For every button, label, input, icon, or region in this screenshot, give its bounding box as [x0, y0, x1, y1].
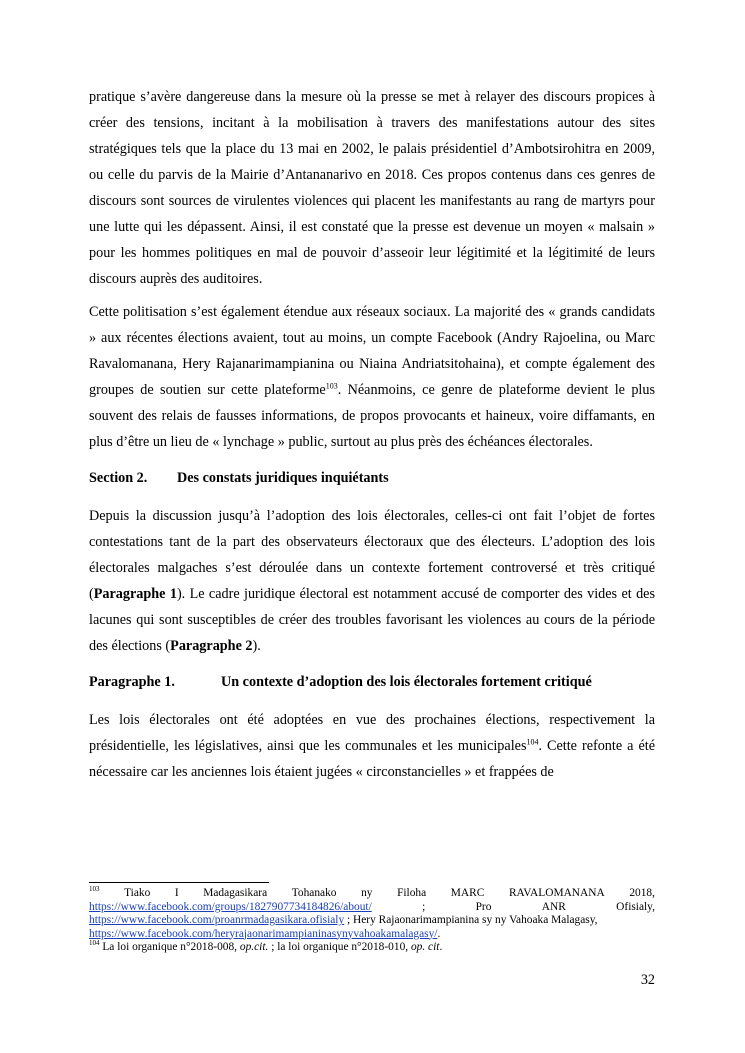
- paragraph-presse: pratique s’avère dangereuse dans la mesure où la presse se met à relayer des discours propices à créer des tensions, incitant à la mobilisation à travers des manifestations autour des sites stratégiques tels que la place du 13 mai en 2002, le palais présidentiel d’Ambotsirohitra en 2009, ou celle du parvis de la Mairie d’Antananarivo en 2018. Ces propos contenus dans ces genres de discours sont sources de virulentes violences qui placent les manifestants au rang de martyrs pour une lutte qui les dépassent. Ainsi, il est constaté que la presse est devenue un moyen « malsain » pour les hommes politiques en mal de pouvoir d’asseoir leur légitimité et la légitimité de leurs discours auprès des auditoires.: [89, 89, 655, 287]
- paragraph-reseaux-sociaux: [89, 299, 655, 455]
- footnote-word: MARC: [450, 887, 485, 899]
- page-body: [89, 84, 655, 785]
- footnote-word: RAVALOMANANA: [508, 887, 605, 899]
- footnote-ref-103[interactable]: 103: [325, 381, 338, 391]
- footnote-word: 2018,: [629, 887, 655, 899]
- footnote-103-line-4: [89, 928, 655, 942]
- paragraph-text: . Néanmoins, ce genre de plateforme devient le plus souvent des relais de fausses informations, de propos provocants et haineux, voire diffamants, en plus d’être un lieu de « lynchage » public, surtout au plus près des échéances électorales.: [89, 382, 655, 450]
- paragraph-lois-electorales: [89, 707, 655, 785]
- paragraph-constats: [89, 503, 655, 659]
- footnote-word: Tohanako: [291, 887, 337, 899]
- footnotes: [89, 887, 655, 955]
- footnote-text: .: [439, 941, 443, 953]
- paragraph-text: ). Le cadre juridique électoral est notamment accusé de comporter des vides et des lacunes qui sont susceptibles de créer des troubles favorisant les violences au cours de la période des élections (: [89, 586, 655, 654]
- footnote-word: ANR: [541, 900, 566, 913]
- paragraph-text: ).: [252, 638, 261, 654]
- footnote-link-hery[interactable]: https://www.facebook.com/heryrajaonarimampianinasynyvahoakamalagasy/: [89, 927, 438, 940]
- footnote-word: Filoha: [397, 887, 427, 899]
- subsection-title: Un contexte d’adoption des lois électorales fortement critiqué: [221, 674, 592, 690]
- footnote-ref-104[interactable]: 104: [526, 737, 539, 747]
- footnote-word: Pro: [475, 900, 492, 913]
- paragraph-text: Les lois électorales ont été adoptées en vue des prochaines élections, respectivement la présidentielle, les législatives, ainsi que les communales et les municipales: [89, 712, 655, 754]
- footnote-number: 103: [89, 885, 100, 894]
- subsection-heading: [89, 671, 655, 693]
- footnote-italic: op.cit.: [239, 941, 269, 953]
- footnote-link-groups[interactable]: https://www.facebook.com/groups/1827907734184826/about/: [89, 900, 372, 913]
- footnote-separator: [89, 882, 269, 883]
- footnote-word: ny: [361, 887, 373, 899]
- footnote-text: .: [437, 927, 441, 940]
- footnote-italic: op. cit: [410, 941, 440, 953]
- paragraph-text: Cette politisation s’est également étendue aux réseaux sociaux. La majorité des « grands candidats » aux récentes élections avaient, tout au moins, un compte Facebook (Andry Rajoelina, ou Marc Ravalomanana, Hery Rajanarimampianina ou Niaina Andriatsitohaina), et compte également des groupes de soutien sur cette plateforme: [89, 304, 655, 398]
- footnote-text: La loi organique n°2018-008,: [99, 941, 240, 953]
- footnote-word: Madagasikara: [203, 887, 268, 899]
- bold-ref-paragraphe-1: Paragraphe 1: [93, 586, 177, 602]
- paragraph-text: . Cette refonte a été nécessaire car les anciennes lois étaient jugées « circonstancielles » et frappées de: [89, 738, 655, 780]
- footnote-103-line-3: [89, 914, 655, 928]
- footnote-link-proanr[interactable]: https://www.facebook.com/proanrmadagasikara.ofisialy: [89, 914, 345, 926]
- section-number: Section 2.: [89, 470, 148, 486]
- footnote-word: Tiako: [124, 887, 151, 899]
- footnote-text: ; Hery Rajaonarimampianina sy ny Vahoaka Malagasy,: [344, 914, 598, 926]
- section-heading: [89, 467, 655, 489]
- footnote-103-line-2: [89, 901, 655, 915]
- footnote-word: ;: [422, 900, 426, 913]
- section-title: Des constats juridiques inquiétants: [177, 470, 389, 486]
- footnote-word: Ofisialy,: [616, 900, 655, 913]
- footnote-word: I: [174, 887, 179, 899]
- footnote-text: ; la loi organique n°2018-010,: [268, 941, 411, 953]
- paragraph-text: Depuis la discussion jusqu’à l’adoption des lois électorales, celles-ci ont fait l’objet de fortes contestations tant de la part des observateurs électoraux que des électeurs. L’adoption des lois électorales malgaches s’est déroulée dans un contexte fortement controversé et très critiqué (: [89, 508, 655, 602]
- footnote-number: 104: [89, 939, 100, 948]
- bold-ref-paragraphe-2: Paragraphe 2: [170, 638, 253, 654]
- subsection-number: Paragraphe 1.: [89, 674, 175, 690]
- footnote-103-line-1: [89, 887, 655, 901]
- page-number: 32: [640, 972, 655, 988]
- footnote-104: [89, 941, 655, 955]
